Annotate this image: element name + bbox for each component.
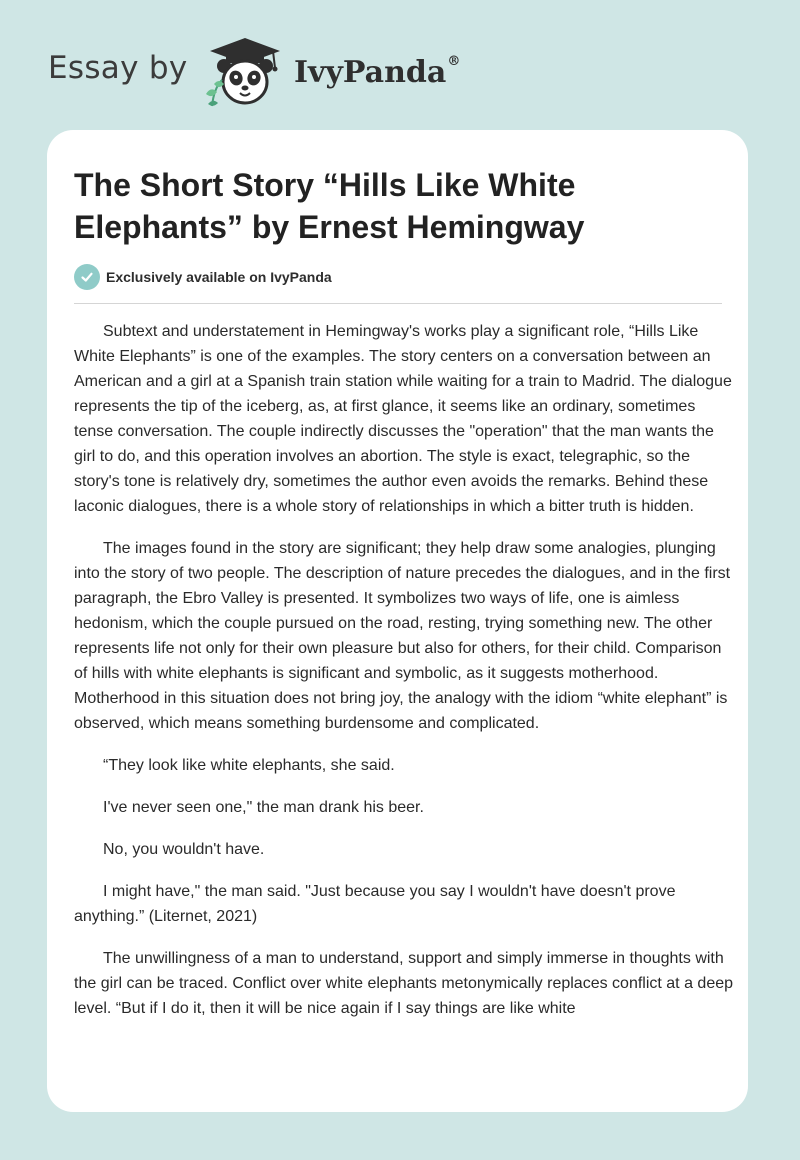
paragraph: The images found in the story are significant; they help draw some analogies, plunging into the story of two people. The description of nature precedes the dialogues, and in the first paragraph, the Ebro Valley is presented. It symbolizes two ways of life, one is aimless hedonism, which the couple pursued on the road, resting, trying something new. The other represents life not only for their own pleasure but also for others, for their child. Comparison of hills with white elephants is significant and symbolic, as it suggests motherhood. Motherhood in this situation does not bring joy, the analogy with the idiom “white elephant” is observed, which means something burdensome and complicated. <box>74 540 731 732</box>
paragraph: No, you wouldn't have. <box>103 841 265 858</box>
site-header <box>0 0 800 130</box>
paragraph: I might have," the man said. "Just because you say I wouldn't have doesn't prove anything.” (Liternet, 2021) <box>74 883 676 925</box>
exclusive-label: Exclusively available on IvyPanda <box>106 269 332 285</box>
paragraph: Subtext and understatement in Hemingway's works play a significant role, “Hills Like White Elephants” is one of the examples. The story centers on a conversation between an American and a girl at a Spanish train station while waiting for a train to Madrid. The dialogue represents the tip of the iceberg, as, at first glance, it seems like an ordinary, sometimes tense conversation. The couple indirectly discusses the "operation" that the man wants the girl to do, and this operation involves an abortion. The style is exact, telegraphic, so the story's tone is relatively dry, sometimes the author even avoids the remarks. Behind these laconic dialogues, there is a whole story of relationships in which a bitter truth is hidden. <box>74 323 732 515</box>
brand-name[interactable] <box>294 55 460 90</box>
essay-body <box>74 319 734 1038</box>
paragraph: I've never seen one," the man drank his beer. <box>103 799 424 816</box>
registered-mark: ® <box>447 54 461 69</box>
exclusive-badge <box>74 264 332 290</box>
essay-card <box>47 130 748 1112</box>
paragraph: “They look like white elephants, she said. <box>103 757 395 774</box>
check-icon <box>74 264 100 290</box>
panda-logo-icon[interactable] <box>202 36 288 108</box>
divider <box>74 303 722 304</box>
paragraph: The unwillingness of a man to understand, support and simply immerse in thoughts with the girl can be traced. Conflict over white elephants metonymically replaces conflict at a deep level. “But if I do it, then it will be nice again if I say things are like white <box>74 950 734 1017</box>
brand-label: IvyPanda <box>294 55 447 90</box>
essay-title: The Short Story “Hills Like White Elephants” by Ernest Hemingway <box>74 167 585 245</box>
essay-by-label: Essay by <box>48 50 188 86</box>
